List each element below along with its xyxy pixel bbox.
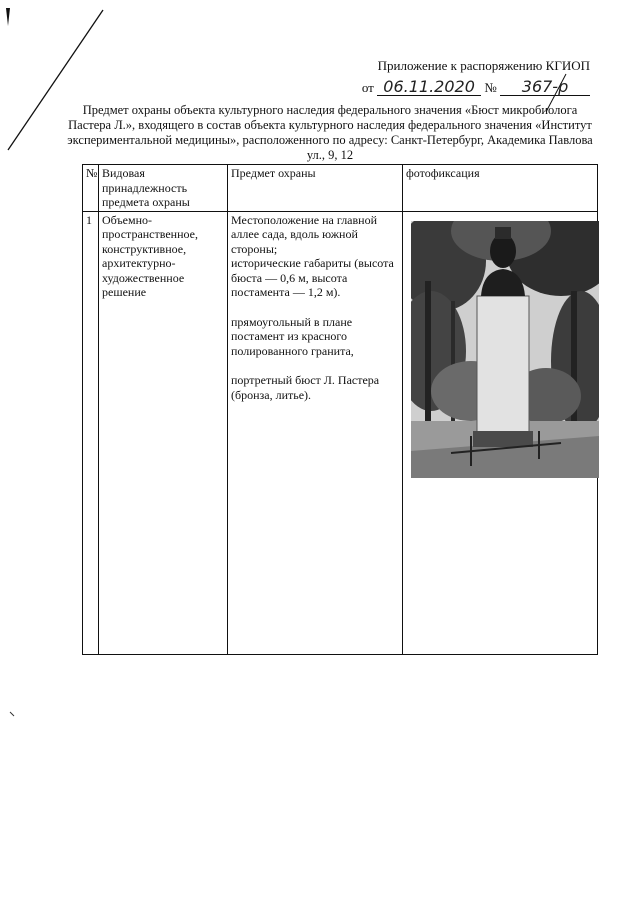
- row-number: 1: [83, 211, 99, 654]
- subject-paragraph: прямоугольный в плане постамент из красного полированного гранита,: [231, 314, 354, 358]
- subject-paragraph: Местоположение на главной аллее сада, вдоль южной стороны; исторические габариты (высота бюста — 0,6 м, высота постамента — 1,2 м).: [231, 212, 394, 299]
- number-sign: №: [484, 80, 497, 95]
- order-date: 06.11.2020: [377, 78, 481, 96]
- date-prefix: от: [361, 80, 374, 95]
- header-number: №: [83, 165, 99, 212]
- document-title: Предмет охраны объекта культурного наследия федерального значения «Бюст микробиолога Пастера Л.», входящего в состав объекта культурного наследия федерального значения «Институт экспериментальной медицины», расположенного по адресу: Санкт-Петербург, Академика Павлова ул., 9, 12: [67, 103, 593, 162]
- row-type: Объемно-пространственное, конструктивное, архитектурно-художественное решение: [99, 211, 228, 654]
- header-type: Видовая принадлежность предмета охраны: [99, 165, 228, 212]
- subject-paragraph: портретный бюст Л. Пастера (бронза, литье).: [231, 373, 380, 402]
- header-subject: Предмет охраны: [228, 165, 403, 212]
- order-number: 367-р: [500, 78, 590, 96]
- appendix-text: Приложение к распоряжению КГИОП: [377, 58, 590, 73]
- header-photo: фотофиксация: [403, 165, 598, 212]
